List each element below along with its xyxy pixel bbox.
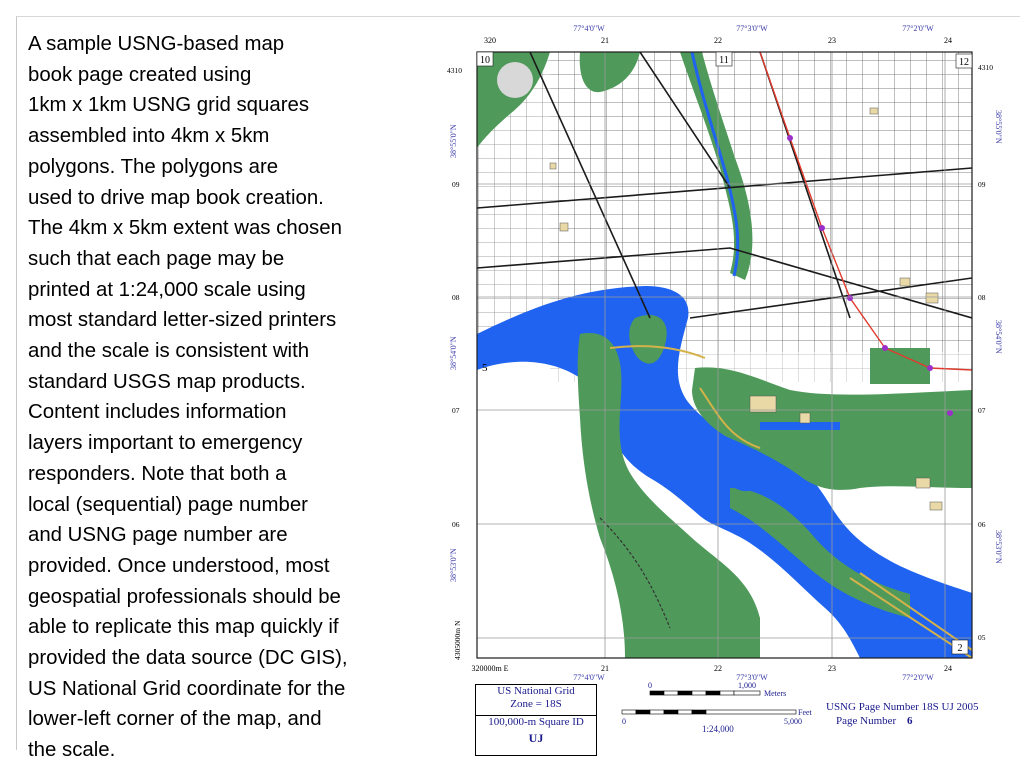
adjacent-page-top-middle: 11 (719, 55, 729, 66)
ellipse-park (870, 348, 930, 384)
caption-line: printed at 1:24,000 scale using (28, 278, 306, 301)
right-latitude-1: 38°55'0"N (994, 110, 1003, 144)
bottom-easting-2: 21 (601, 664, 609, 673)
bottom-easting-1: 320000m E (471, 664, 509, 673)
left-latitude-2: 38°54'0"N (449, 336, 458, 370)
left-northing-5: 06 (452, 520, 460, 529)
left-latitude-3: 38°53'0"N (449, 548, 458, 582)
top-easting-5: 24 (944, 36, 952, 45)
caption-line: most standard letter-sized printers (28, 309, 337, 332)
right-northing-5: 06 (978, 520, 986, 529)
caption-line: the scale. (28, 739, 116, 762)
scale-meters-zero: 0 (648, 681, 652, 690)
top-longitude-2: 77°3'0"W (736, 24, 768, 33)
meters-scale-segments (650, 691, 760, 695)
caption-line: polygons. The polygons are (28, 155, 279, 178)
local-page-number-row (826, 714, 996, 728)
scale-feet-max: 5,000 (784, 717, 802, 726)
caption-line: and the scale is consistent with (28, 340, 310, 363)
caption-line: provided the data source (DC GIS), (28, 647, 348, 670)
left-northing-2: 09 (452, 180, 460, 189)
scale-feet-unit: Feet (798, 708, 812, 717)
top-easting-1: 320 (484, 36, 496, 45)
bottom-easting-3: 22 (714, 664, 722, 673)
usng-map (430, 18, 1020, 682)
left-northing-3: 08 (452, 293, 460, 302)
caption-line: layers important to emergency (28, 432, 303, 455)
caption-line: Content includes information (28, 401, 287, 424)
top-longitude-3: 77°2'0"W (902, 24, 934, 33)
top-easting-3: 22 (714, 36, 722, 45)
caption-line: The 4km x 5km extent was chosen (28, 217, 342, 240)
scale-bar (620, 678, 820, 738)
right-northing-2: 09 (978, 180, 986, 189)
bottom-longitude-1: 77°4'0"W (573, 673, 605, 682)
top-longitude-1: 77°4'0"W (573, 24, 605, 33)
left-northing-4: 07 (452, 406, 460, 415)
left-northing-1: 4310 (447, 66, 462, 75)
caption-line: used to drive map book creation. (28, 186, 324, 209)
bottom-easting-4: 23 (828, 664, 836, 673)
right-northing-3: 08 (978, 293, 986, 302)
top-easting-4: 23 (828, 36, 836, 45)
right-latitude-3: 38°53'0"N (994, 530, 1003, 564)
caption-line: responders. Note that both a (28, 462, 287, 485)
local-page-label: Page Number (836, 715, 897, 727)
scale-feet-zero: 0 (622, 717, 626, 726)
usng-zone-legend (475, 684, 597, 756)
caption-line: and USNG page number are (28, 524, 288, 547)
scale-meters-unit: Meters (764, 689, 787, 698)
scale-ratio: 1:24,000 (702, 724, 734, 734)
caption-line: standard USGS map products. (28, 370, 306, 393)
right-northing-4: 07 (978, 406, 986, 415)
square-id-value: UJ (528, 731, 544, 745)
caption-line: US National Grid coordinate for the (28, 677, 346, 700)
adjacent-page-bottom-right: 2 (957, 643, 963, 654)
adjacent-page-top-left: 10 (480, 55, 490, 66)
bottom-longitude-2: 77°3'0"W (736, 673, 768, 682)
adjacent-page-top-right: 12 (959, 57, 969, 68)
scale-bar-graphic (620, 678, 820, 738)
local-page-number: 6 (906, 715, 913, 727)
caption-text (28, 29, 428, 766)
zone-label: Zone = 18S (510, 698, 562, 710)
bottom-longitude-3: 77°2'0"W (902, 673, 934, 682)
top-easting-2: 21 (601, 36, 609, 45)
caption-line: such that each page may be (28, 247, 285, 270)
right-northing-6: 05 (978, 633, 986, 642)
adjacent-page-left: 5 (482, 362, 488, 374)
caption-line: 1km x 1km USNG grid squares (28, 94, 310, 117)
map-body (477, 52, 972, 658)
caption-line: provided. Once understood, most (28, 554, 330, 577)
grid-title: US National Grid (497, 685, 575, 697)
left-latitude-1: 38°55'0"N (449, 124, 458, 158)
observatory-circle (497, 62, 533, 98)
caption-line: geospatial professionals should be (28, 585, 341, 608)
usng-page-number: USNG Page Number 18S UJ 2005 (826, 701, 979, 713)
caption-line: local (sequential) page number (28, 493, 308, 516)
page-number-block (826, 700, 996, 728)
right-latitude-2: 38°54'0"N (994, 320, 1003, 354)
bottom-easting-5: 24 (944, 664, 952, 673)
map-page (430, 18, 1020, 682)
caption-line: book page created using (28, 63, 252, 86)
caption-line: assembled into 4km x 5km (28, 125, 270, 148)
scale-meters-max: 1,000 (738, 681, 756, 690)
right-northing-1: 4310 (978, 63, 993, 72)
caption-line: able to replicate this map quickly if (28, 616, 339, 639)
feet-scale-segments (622, 710, 796, 714)
left-northing-6: 4305000m N (453, 620, 462, 660)
square-id-label: 100,000-m Square ID (488, 716, 584, 728)
caption-line: A sample USNG-based map (28, 33, 285, 55)
caption-line: lower-left corner of the map, and (28, 708, 322, 731)
